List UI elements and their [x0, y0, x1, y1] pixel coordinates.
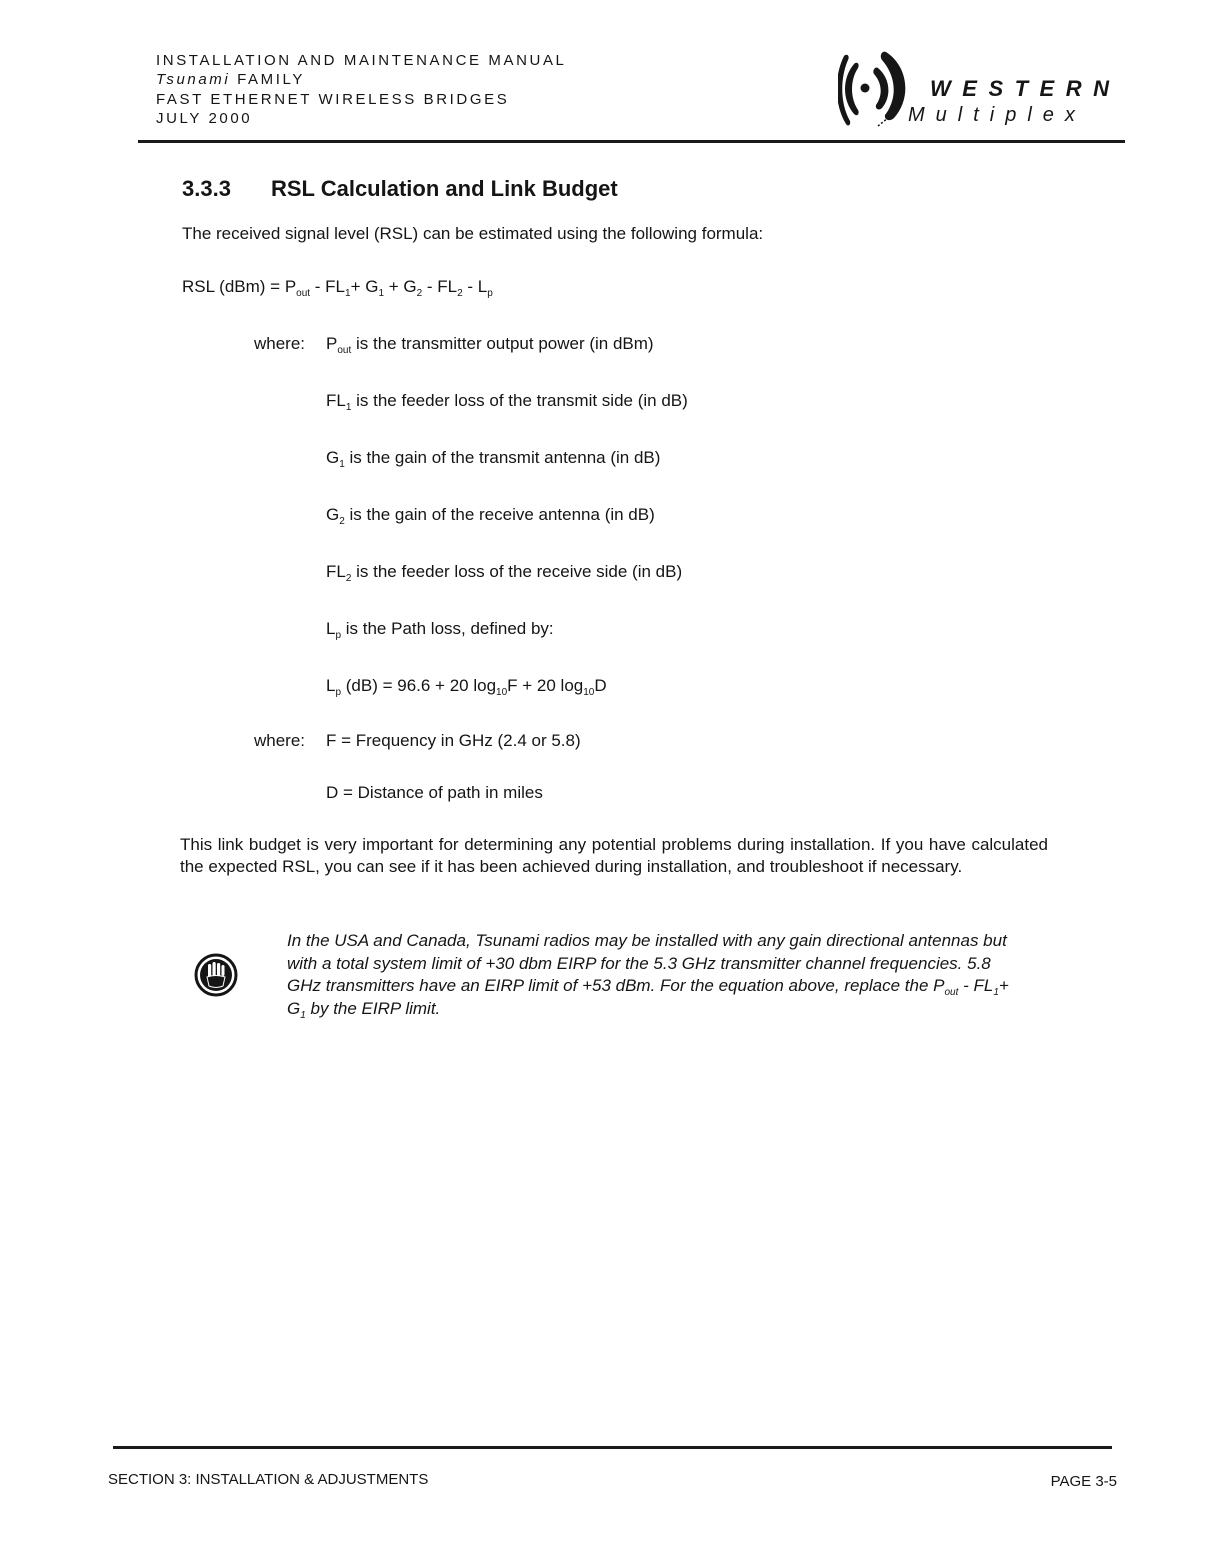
formula-part: - L — [462, 277, 488, 296]
term-subscript: 1 — [345, 402, 352, 413]
term: G — [326, 448, 340, 467]
hand-stop-icon — [194, 953, 238, 997]
definition-lp — [326, 618, 554, 640]
formula-subscript: 1 — [378, 288, 385, 299]
formula-part: L — [326, 676, 336, 695]
rsl-formula — [182, 276, 493, 298]
definition-text: is the transmitter output power (in dBm) — [351, 334, 654, 353]
intro-text: The received signal level (RSL) can be estimated using the following formula: — [182, 224, 764, 243]
section-title: RSL Calculation and Link Budget — [271, 176, 618, 201]
definition-text: is the feeder loss of the receive side (in dB) — [351, 562, 683, 581]
where-label-2: where: — [254, 731, 306, 750]
term-subscript: 2 — [339, 516, 345, 527]
definition-text: is the gain of the transmit antenna (in dB) — [344, 448, 661, 467]
term: FL — [326, 391, 346, 410]
definition-distance: D = Distance of path in miles — [326, 783, 543, 802]
formula-subscript: 2 — [457, 288, 463, 299]
note-text: by the EIRP limit. — [305, 998, 441, 1018]
note-text: In the USA and Canada, Tsunami radios may be installed with any gain directional antennas but with a total system limit of +30 dbm EIRP for the 5.3 GHz transmitter channel frequencies. 5.8 GHz transmitters have an EIRP limit of +53 dBm. For the equation above, replace the P — [287, 931, 1007, 995]
formula-subscript: p — [335, 687, 342, 698]
term-subscript: 2 — [345, 573, 352, 584]
definition-g1 — [326, 447, 660, 469]
formula-part: D — [594, 676, 607, 695]
term: G — [326, 505, 340, 524]
formula-part: + G — [384, 277, 417, 296]
footer-page-number: PAGE 3-5 — [1050, 1473, 1117, 1490]
formula-part: RSL (dBm) = P — [182, 277, 297, 296]
term: L — [326, 619, 336, 638]
formula-subscript: out — [296, 288, 311, 299]
eirp-note — [287, 930, 1027, 1020]
formula-part: - FL — [310, 277, 346, 296]
section-number: 3.3.3 — [182, 176, 231, 201]
header-family-italic: Tsunami — [156, 71, 231, 88]
definition-text: is the Path loss, defined by: — [341, 619, 554, 638]
note-subscript: out — [944, 987, 959, 998]
definition-text: is the gain of the receive antenna (in dB) — [344, 505, 655, 524]
note-text: + G — [287, 976, 1009, 1018]
formula-subscript: p — [487, 288, 493, 299]
formula-subscript: 2 — [416, 288, 423, 299]
definition-g2 — [326, 504, 655, 526]
radio-wave-logo-icon — [838, 48, 916, 132]
header-rule — [138, 140, 1125, 143]
where-label-1: where: — [254, 334, 306, 353]
link-budget-paragraph: This link budget is very important for determining any potential problems during installation. If you have calculated the expected RSL, you can see if it has been achieved during installation, and troubleshoot if necessary. — [180, 835, 1048, 876]
term: P — [326, 334, 338, 353]
formula-subscript: 1 — [345, 288, 351, 299]
logo-wordmark-western: WESTERN — [930, 76, 1121, 101]
term-subscript: out — [337, 345, 352, 356]
header-family — [156, 70, 305, 89]
formula-subscript: 10 — [496, 687, 508, 698]
note-subscript: 1 — [300, 1009, 306, 1021]
formula-part: + G — [350, 277, 379, 296]
term: FL — [326, 562, 346, 581]
formula-part: - FL — [422, 277, 458, 296]
logo-wordmark-multiplex: Multiplex — [908, 104, 1086, 126]
header-product: FAST ETHERNET WIRELESS BRIDGES — [156, 91, 510, 108]
header-date: JULY 2000 — [156, 110, 253, 127]
formula-part: (dB) = 96.6 + 20 log — [341, 676, 497, 695]
definition-fl2 — [326, 561, 682, 583]
footer-rule — [113, 1446, 1112, 1449]
definition-fl1 — [326, 390, 688, 412]
formula-subscript: 10 — [583, 687, 595, 698]
definition-frequency: F = Frequency in GHz (2.4 or 5.8) — [326, 731, 581, 750]
header-manual-title: INSTALLATION AND MAINTENANCE MANUAL — [156, 52, 567, 69]
note-subscript: 1 — [993, 987, 999, 998]
path-loss-formula — [326, 675, 607, 697]
formula-part: F + 20 log — [507, 676, 584, 695]
note-text: - FL — [958, 976, 994, 995]
term-subscript: 1 — [339, 459, 345, 470]
definition-text: is the feeder loss of the transmit side (in dB) — [351, 391, 688, 410]
footer-section: SECTION 3: INSTALLATION & ADJUSTMENTS — [108, 1471, 429, 1488]
definition-pout — [326, 333, 654, 355]
header-family-rest: FAMILY — [230, 71, 305, 88]
term-subscript: p — [335, 630, 342, 641]
